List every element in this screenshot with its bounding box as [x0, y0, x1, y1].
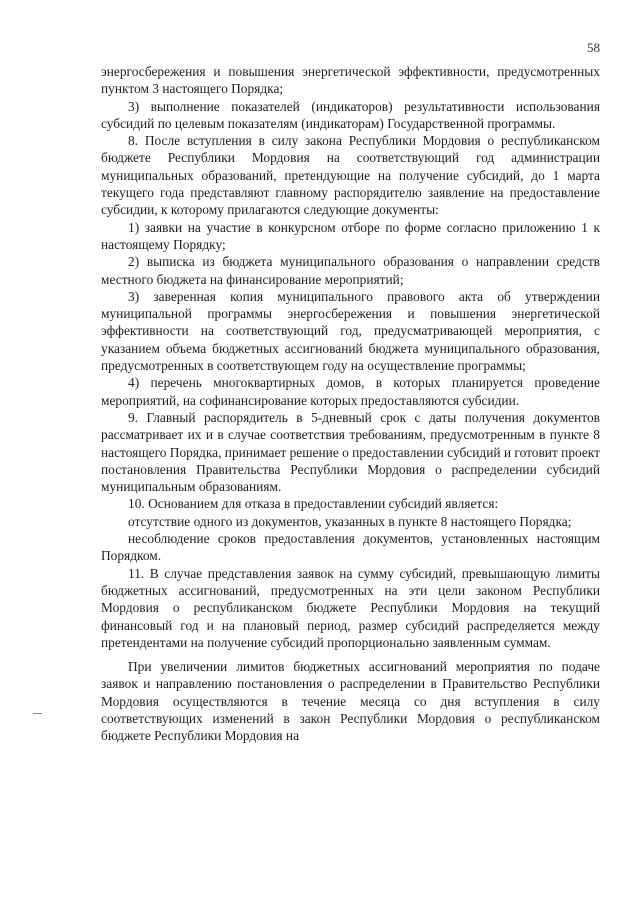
paragraph-clause-9: 9. Главный распорядитель в 5-дневный срок с даты получения документов рассматривает их и в случае соответствия требованиям, предусмотренным в пункте 8 настоящего Порядка, принимает решение о предоставлении субсидий и готовит проект постановления Правительства Республики Мордовия о распределении субсидий муниципальным образованиям.: [101, 409, 600, 495]
paragraph-clause-11: 11. В случае представления заявок на сумму субсидий, превышающую лимиты бюджетных ассигнований, предусмотренных на эти цели законом Республики Мордовия о республиканском бюджете Республики Мордовия на текущий финансовый год и на плановый период, размер субсидий распределяется между претендентами на получение субсидий пропорционально заявленным суммам.: [101, 565, 600, 650]
paragraph-continuation: энергосбережения и повышения энергетической эффективности, предусмотренных пунктом 3 настоящего Порядка;: [101, 64, 600, 97]
paragraph-doc-4: 4) перечень многоквартирных домов, в которых планируется проведение мероприятий, на софинансирование которых предоставляются субсидии.: [101, 375, 600, 408]
paragraph-limits-increase: При увеличении лимитов бюджетных ассигнований мероприятия по подаче заявок и направлению постановления о распределении в Правительство Республики Мордовия осуществляются в течение месяца со дня вступления в силу соответствующих изменений в закон Республики Мордовия о республиканском бюджете Республики Мордовия на: [101, 659, 600, 744]
margin-mark: [33, 713, 42, 714]
paragraph-clause-10: 10. Основанием для отказа в предоставлении субсидий является:: [128, 496, 499, 512]
paragraph-clause-8: 8. После вступления в силу закона Республики Мордовия о республиканском бюджете Республики Мордовия на соответствующий год администрации муниципальных образований, претендующие на получение субсидий, до 1 марта текущего года представляют главному распорядителю заявление на предоставление субсидии, к которому прилагаются следующие документы:: [101, 133, 600, 218]
paragraph-doc-1: 1) заявки на участие в конкурсном отборе по форме согласно приложению 1 к настоящему Порядку;: [101, 219, 600, 252]
paragraph-item-3: 3) выполнение показателей (индикаторов) результативности использования субсидий по целевым показателям (индикаторам) Государственной программы.: [101, 98, 600, 131]
document-body: [101, 63, 600, 745]
paragraph-doc-2: 2) выписка из бюджета муниципального образования о направлении средств местного бюджета на финансирование мероприятий;: [101, 254, 600, 287]
paragraph-refusal-2: несоблюдение сроков предоставления документов, установленных настоящим Порядком.: [101, 531, 600, 564]
paragraph-doc-3: 3) заверенная копия муниципального правового акта об утверждении муниципальной программы энергосбережения и повышения энергетической эффективности на соответствующий год, предусматривающей мероприятия, с указанием объема бюджетных ассигнований бюджета муниципального образования, предусмотренных в соответствующем году на осуществление программы;: [101, 288, 600, 374]
page-number: 58: [587, 40, 600, 55]
paragraph-refusal-1: отсутствие одного из документов, указанных в пункте 8 настоящего Порядка;: [128, 513, 572, 529]
